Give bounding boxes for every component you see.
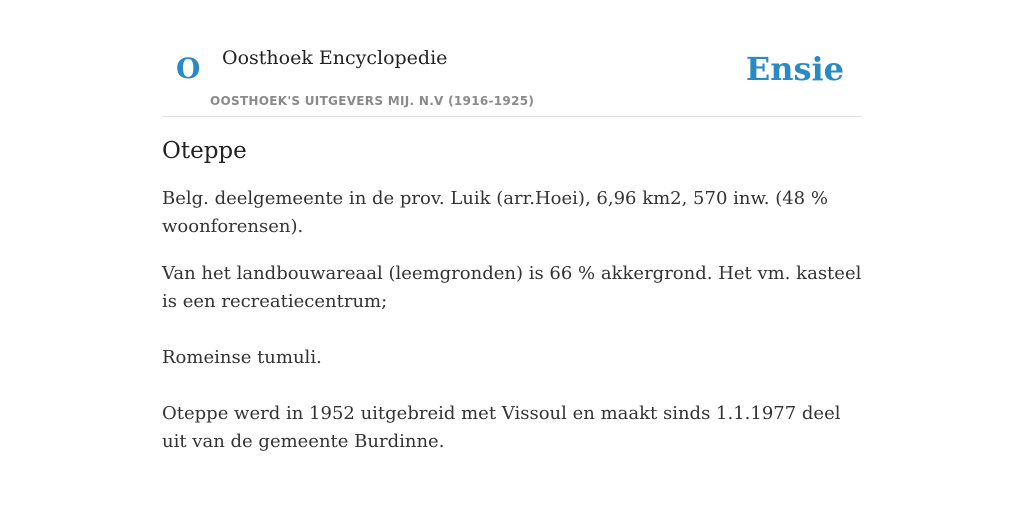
entry-paragraph: Romeinse tumuli. xyxy=(162,347,322,368)
entry-paragraph: Belg. deelgemeente in de prov. Luik (arr.Hoei), 6,96 km2, 570 inw. (48 % woonforensen). xyxy=(162,188,828,237)
entry-paragraph: Oteppe werd in 1952 uitgebreid met Vissoul en maakt sinds 1.1.1977 deel uit van de gemeente Burdinne. xyxy=(162,403,841,452)
encyclopedia-logo-icon: O xyxy=(176,52,201,85)
publisher-label: OOSTHOEK'S UITGEVERS MIJ. N.V (1916-1925) xyxy=(210,94,535,108)
entry-title: Oteppe xyxy=(162,138,247,164)
encyclopedia-title[interactable]: Oosthoek Encyclopedie xyxy=(222,47,448,69)
entry-content xyxy=(162,138,862,456)
ensie-brand-link[interactable]: Ensie xyxy=(745,50,844,88)
site-header xyxy=(162,30,862,117)
entry-paragraph: Van het landbouwareaal (leemgronden) is 66 % akkergrond. Het vm. kasteel is een recreatiecentrum; xyxy=(162,263,862,312)
